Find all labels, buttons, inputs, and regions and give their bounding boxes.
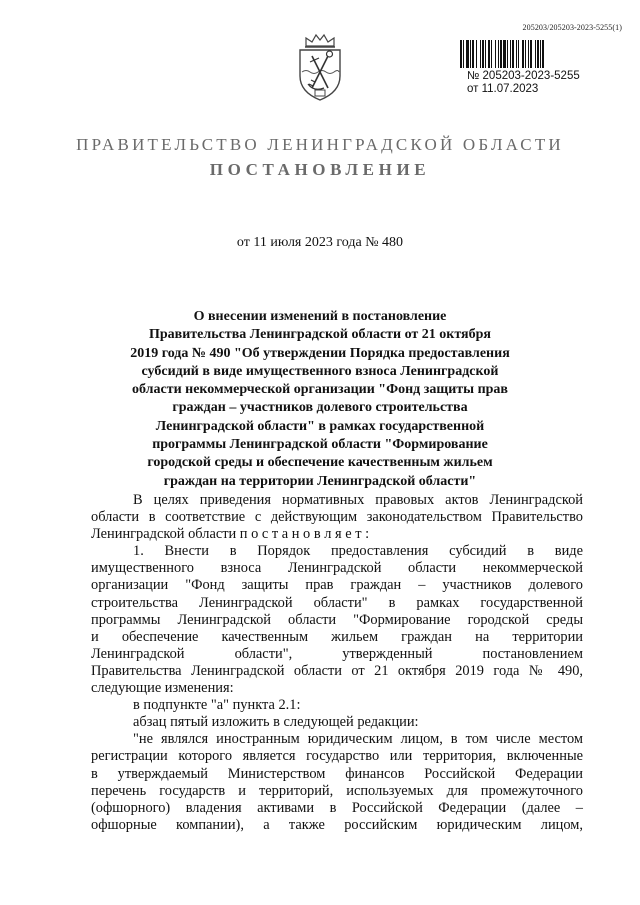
body-line: программы Ленинградской области "Формирование городской среды [91, 611, 583, 628]
body-line: в утверждаемый Министерством финансов Российской Федерации [91, 765, 583, 782]
document-date: от 11.07.2023 [467, 83, 539, 95]
body-line: (офшорного) владения активами в Российской Федерации (далее – [91, 799, 583, 816]
subject-line: О внесении изменений в постановление [193, 309, 447, 324]
body-line: 1. Внести в Порядок предоставления субсидий в виде [133, 543, 583, 560]
government-title: ПРАВИТЕЛЬСТВО ЛЕНИНГРАДСКОЙ ОБЛАСТИ [76, 135, 564, 154]
resolution-body [91, 492, 583, 834]
body-line: Ленинградской области п о с т а н о в л я е т : [91, 526, 370, 543]
subject-line: граждан – участников долевого строительства [172, 400, 468, 416]
subject-line: субсидий в виде имущественного взноса Ленинградской [141, 363, 499, 379]
subject-line: городской среды и обеспечение качественным жильем [147, 455, 493, 471]
body-line: Ленинградской области", утвержденный постановлением [91, 645, 583, 662]
body-line: "не являлся иностранным юридическим лицом, в том числе местом [133, 731, 583, 748]
resolution-date-number: от 11 июля 2023 года № 480 [236, 235, 404, 250]
document-number: № 205203-2023-5255 [467, 70, 580, 82]
subject-line: граждан на территории Ленинградской области" [163, 473, 477, 489]
registration-number: 205203/205203-2023-5255(1) [522, 23, 622, 32]
subject-line: Ленинградской области" в рамках государственной [155, 418, 485, 434]
body-line: Правительства Ленинградской области от 21 октября 2019 года № 490, [91, 662, 583, 679]
body-line: в подпункте "а" пункта 2.1: [133, 697, 301, 714]
body-line: В целях приведения нормативных правовых актов Ленинградской [133, 492, 583, 508]
subject-line: Правительства Ленинградской области от 21 октября [149, 327, 491, 343]
subject-line: 2019 года № 490 "Об утверждении Порядка предоставления [130, 345, 510, 361]
barcode-icon [460, 40, 598, 68]
resolution-subject [110, 308, 530, 491]
body-line: регистрации которого является государство или территория, включенные [91, 748, 583, 765]
body-line: строительства Ленинградской области" в рамках государственной [91, 594, 583, 611]
leningrad-oblast-coat-of-arms-icon [292, 32, 348, 104]
subject-line: области некоммерческой организации "Фонд защиты прав [131, 382, 508, 398]
body-line: абзац пятый изложить в следующей редакции: [133, 714, 419, 731]
body-line: имущественного взноса Ленинградской области некоммерческой [91, 560, 583, 577]
body-line: организации "Фонд защиты прав граждан – участников долевого [91, 577, 583, 594]
subject-line: программы Ленинградской области "Формирование [152, 437, 488, 453]
body-line: и обеспечение качественным жильем граждан на территории [91, 628, 583, 645]
document-type-heading: ПОСТАНОВЛЕНИЕ [209, 160, 431, 179]
body-line: перечень государств и территорий, используемых для промежуточного [91, 782, 583, 799]
body-line: следующие изменения: [91, 680, 234, 697]
document-id-block [467, 70, 580, 96]
body-line: области в соответствие с действующим законодательством Правительство [91, 509, 583, 526]
body-line: офшорные компании), а также российским юридическим лицом, [91, 816, 583, 833]
